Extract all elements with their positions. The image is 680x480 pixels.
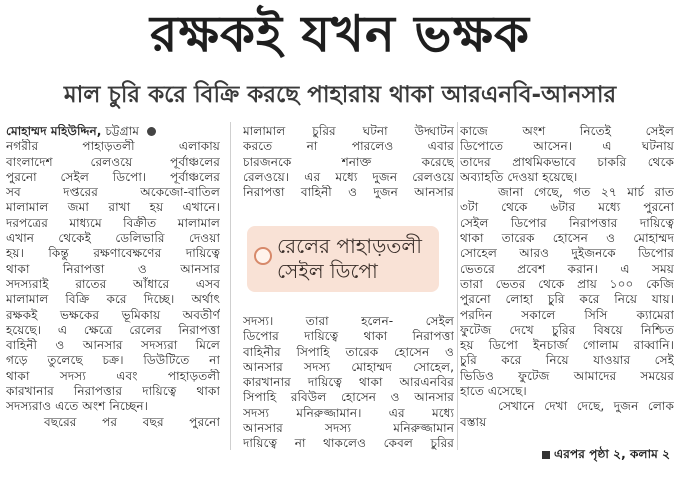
column-1-line: হয়েছে। এ ক্ষেত্রে রেলের নিরাপত্তা: [6, 322, 220, 337]
column-3-line: চুরি করে নিয়ে যাওয়ার সেই: [460, 353, 674, 368]
column-2-line: চারজনকে শনাক্ত করেছে: [243, 154, 454, 169]
column-1: [6, 124, 220, 430]
column-3-line: বস্তায়: [460, 414, 487, 429]
column-1-line: বাংলাদেশ রেলওয়ে পূর্বাঞ্চলের: [6, 154, 220, 169]
column-2-line: করতে না পারলেও এবার: [243, 139, 454, 154]
pull-quote: [247, 226, 439, 292]
column-3-line: হাতে এসেছে।: [460, 384, 527, 399]
bullet-icon: [147, 127, 156, 136]
column-1-line: বাহিনী ও আনসার সদস্যরা মিলে: [6, 338, 220, 353]
column-1-line: হয়। কিন্তু রক্ষণাবেক্ষণের দায়িত্বে: [6, 246, 220, 261]
column-2-line: রেলওয়ে। এর মধ্যে দুজন রেলওয়ে: [243, 169, 454, 184]
column-divider-1: [230, 122, 231, 450]
column-3-line: ভিডিও ফুটেজ আমাদের সময়ের: [460, 368, 674, 383]
headline: রক্ষকই যখন ভক্ষক: [149, 5, 531, 63]
continuation-note: [542, 446, 670, 466]
column-1-line: মালামাল বিক্রি করে দিচ্ছে। অর্থাৎ: [6, 292, 220, 307]
square-bullet-icon: [542, 451, 550, 459]
continuation-text: এরপর পৃষ্ঠা ২, কলাম ২: [554, 447, 671, 461]
column-2-line: আনসার সদস্য মনিরুজ্জামান: [243, 421, 454, 436]
column-3-line: থাকা তারেক হোসেন ও মোহাম্মদ: [460, 231, 674, 246]
column-3-line: ডিপোতে আসেন। এ ঘটনায়: [460, 139, 674, 154]
pull-quote-line: রেলের পাহাড়তলী: [277, 234, 423, 258]
byline-name: মোহাম্মদ মহিউদ্দিন,: [6, 124, 102, 138]
column-1-line: রক্ষকই ভক্ষকের ভূমিকায় অবতীর্ণ: [6, 307, 220, 322]
column-2-line: মালামাল চুরির ঘটনা উদ্ঘাটন: [243, 124, 454, 138]
column-2-line: ডিপোর দায়িত্বে থাকা নিরাপত্তা: [243, 329, 454, 344]
byline-place: চট্টগ্রাম: [105, 124, 140, 138]
column-2-line: সিপাহি রবিউল হোসেন ও আনসার: [243, 390, 454, 405]
column-3-line: ফুটেজ দেখে চুরির বিষয়ে নিশ্চিত: [460, 322, 674, 337]
column-1-line: গড়ে তুলেছে চক্র। ডিউটিতে না: [6, 353, 220, 368]
column-3-line: ভেতরে প্রবেশ করান। এ সময়: [460, 261, 674, 276]
column-1-line: থাকা সদস্য এবং পাহাড়তলী: [6, 368, 220, 383]
column-3-line: তাদের প্রাথমিকভাবে চাকরি থেকে: [460, 154, 674, 169]
column-2-line: কারখানার দায়িত্বে থাকা আরএনবির: [243, 375, 454, 390]
column-2-line: দায়িত্বে না থাকলেও কেবল চুরির: [243, 436, 454, 451]
column-1-line: মালামাল জমা রাখা হয় এখানে।: [6, 200, 220, 215]
column-3-line: জানা গেছে, গত ২৭ মার্চ রাত: [498, 185, 674, 200]
column-3-line: সেইল ডিপোর নিরাপত্তার দায়িত্বে: [460, 215, 674, 230]
column-2-line: আনসার সদস্য মোহাম্মদ সোহেল,: [243, 359, 454, 374]
column-1-line: সব দপ্তরের অকেজো-বাতিল: [6, 185, 220, 200]
column-3-line: হয় ডিপো ইনচার্জ গোলাম রাব্বানি।: [460, 338, 674, 353]
byline: [6, 124, 220, 139]
column-1-line: এখান থেকেই ডেলিভারি দেওয়া: [6, 231, 220, 246]
column-2-line: সদস্য মনিরুজ্জামান। এর মধ্যে: [243, 405, 454, 420]
column-1-line: বছরের পর বছর পুরনো: [44, 414, 220, 429]
column-3-line: অব্যাহতি দেওয়া হয়েছে।: [460, 169, 578, 184]
column-1-line: সদস্যরাই রাতের আঁধারে এসব: [6, 276, 220, 291]
subheadline: মাল চুরি করে বিক্রি করছে পাহারায় থাকা আরএনবি-আনসার: [63, 82, 617, 108]
pull-quote-text: [277, 234, 422, 284]
column-3: [460, 124, 674, 430]
column-2-line: বাহিনীর সিপাহি তারেক হোসেন ও: [243, 344, 454, 359]
column-3-line: কাজে অংশ নিতেই সেইল: [460, 124, 674, 138]
column-3-line: পরদিন সকালে সিসি ক্যামেরা: [460, 307, 674, 322]
column-1-line: পুরনো সেইল ডিপো। পূর্বাঞ্চলের: [6, 169, 220, 184]
column-1-line: থাকা নিরাপত্তা ও আনসার: [6, 261, 220, 276]
column-2-top: [243, 124, 454, 200]
column-3-line: পুরনো লোহা চুরি করে নিয়ে যায়।: [460, 292, 674, 307]
column-3-line: সেখানে দেখা দেছে, দুজন লোক: [498, 399, 674, 414]
column-1-line: দরপত্রের মাধ্যমে বিক্রীত মালামাল: [6, 215, 220, 230]
column-3-line: তারা ভেতর থেকে প্রায় ১০০ কেজি: [460, 276, 674, 291]
column-3-line: ৩টা থেকে ৬টার মধ্যে পুরনো: [460, 200, 674, 215]
column-1-line: কারখানার নিরাপত্তার দায়িত্বে থাকা: [6, 384, 220, 399]
column-divider-2: [457, 122, 458, 450]
pull-quote-line: সেইল ডিপো: [277, 259, 378, 283]
column-1-line: নগরীর পাহাড়তলী এলাকায়: [6, 139, 220, 154]
column-3-line: সোহেল আরও দুইজনকে ডিপোর: [460, 246, 674, 261]
column-2-line: নিরাপত্তা বাহিনী ও দুজন আনসার: [243, 185, 454, 200]
column-1-line: সদস্যরাও এতে অংশ নিচ্ছেন।: [6, 399, 149, 414]
circle-bullet-icon: [254, 247, 272, 265]
column-2-bottom: [243, 314, 454, 452]
column-2-line: সদস্য। তারা হলেন- সেইল: [243, 314, 454, 328]
